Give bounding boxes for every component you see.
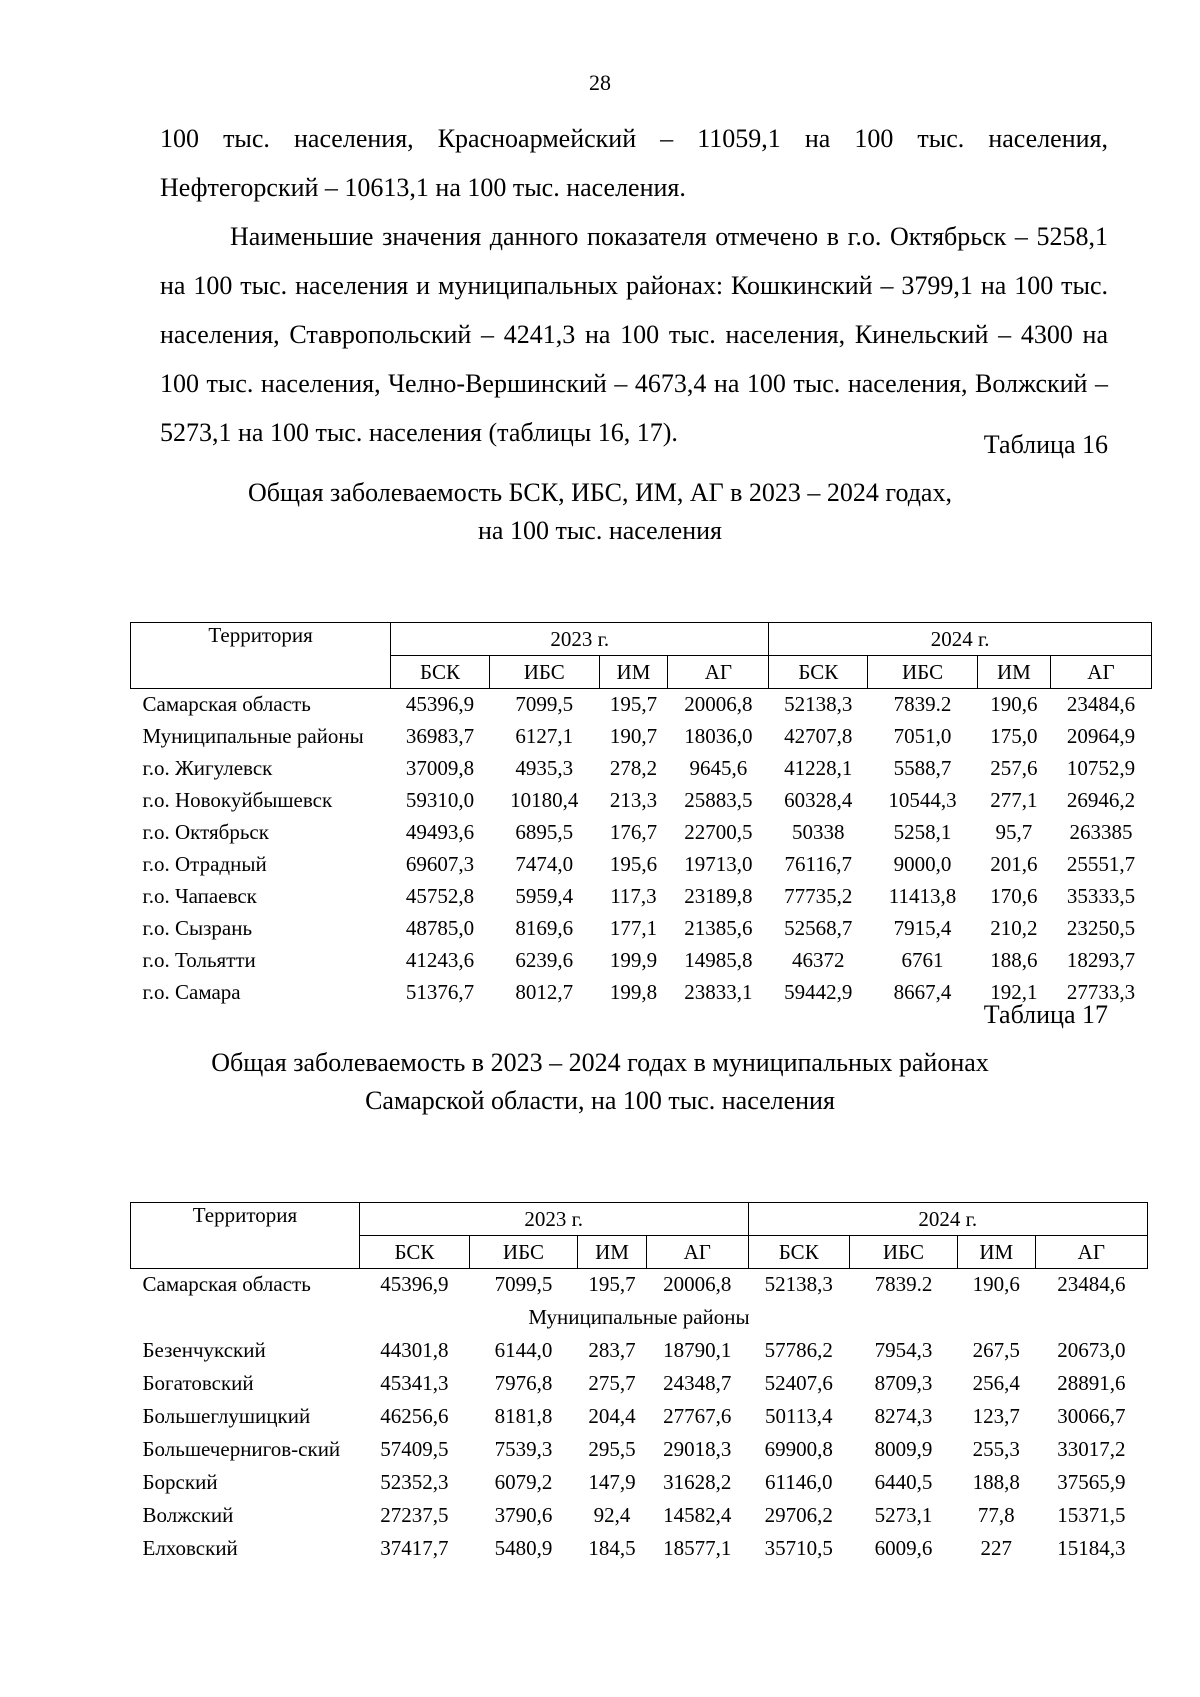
table16-header-year-2023: 2023 г. — [391, 623, 769, 656]
value-cell: 184,5 — [588, 1536, 636, 1560]
value-cell: 19713,0 — [684, 852, 753, 876]
table16-subheader: ИБС — [868, 656, 978, 689]
value-cell: 5273,1 — [874, 1503, 933, 1527]
value-cell: 7915,4 — [893, 916, 952, 940]
value-cell: 5588,7 — [893, 756, 952, 780]
table-row — [131, 1434, 1148, 1467]
value-cell: 210,2 — [990, 916, 1038, 940]
table16-subheader: БСК — [769, 656, 868, 689]
value-cell: 188,6 — [990, 948, 1038, 972]
territory-cell: Большечернигов-ский — [142, 1437, 341, 1461]
value-cell: 69607,3 — [405, 852, 475, 876]
value-cell: 52568,7 — [784, 916, 853, 940]
value-cell: 204,4 — [588, 1404, 636, 1428]
territory-cell: Елховский — [142, 1536, 238, 1560]
value-cell: 51376,7 — [405, 980, 475, 1004]
value-cell: 35333,5 — [1066, 884, 1136, 908]
value-cell: 15371,5 — [1057, 1503, 1126, 1527]
table-row — [131, 753, 1152, 785]
table-row — [131, 785, 1152, 817]
value-cell: 76116,7 — [784, 852, 853, 876]
territory-cell: г.о. Октябрьск — [142, 820, 269, 844]
table17-title — [0, 1044, 1200, 1120]
table17-header-year-2024: 2024 г. — [748, 1203, 1148, 1236]
table16-header-territory: Территория — [131, 623, 391, 689]
value-cell: 77735,2 — [784, 884, 853, 908]
value-cell: 27237,5 — [380, 1503, 449, 1527]
value-cell: 10180,4 — [510, 788, 579, 812]
table-row — [131, 1533, 1148, 1566]
value-cell: 7976,8 — [494, 1371, 553, 1395]
value-cell: 6144,0 — [494, 1338, 553, 1362]
value-cell: 33017,2 — [1057, 1437, 1126, 1461]
value-cell: 6895,5 — [515, 820, 574, 844]
value-cell: 29706,2 — [764, 1503, 833, 1527]
value-cell: 59310,0 — [405, 788, 475, 812]
table17-subheader: БСК — [748, 1236, 849, 1269]
table-row — [131, 689, 1152, 722]
value-cell: 213,3 — [609, 788, 658, 812]
table16-subheader: АГ — [668, 656, 769, 689]
table16-header-year-2024: 2024 г. — [769, 623, 1152, 656]
value-cell: 190,6 — [972, 1272, 1020, 1296]
table17-subheader: ИБС — [469, 1236, 577, 1269]
value-cell: 6127,1 — [515, 724, 574, 748]
value-cell: 28891,6 — [1057, 1371, 1126, 1395]
value-cell: 20006,8 — [684, 692, 753, 716]
value-cell: 37417,7 — [380, 1536, 449, 1560]
table17-title-line2: Самарской области, на 100 тыс. населения — [365, 1086, 835, 1115]
value-cell: 4935,3 — [515, 756, 574, 780]
value-cell: 52138,3 — [764, 1272, 833, 1296]
value-cell: 7954,3 — [874, 1338, 933, 1362]
value-cell: 6079,2 — [494, 1470, 553, 1494]
value-cell: 6440,5 — [874, 1470, 933, 1494]
value-cell: 92,4 — [593, 1503, 631, 1527]
value-cell: 8169,6 — [515, 916, 574, 940]
territory-cell: г.о. Новокуйбышевск — [142, 788, 333, 812]
value-cell: 201,6 — [990, 852, 1038, 876]
value-cell: 20964,9 — [1066, 724, 1136, 748]
table16-subheader: ИБС — [489, 656, 599, 689]
value-cell: 50338 — [792, 820, 845, 844]
value-cell: 20006,8 — [663, 1272, 732, 1296]
table17-header-year-2023: 2023 г. — [359, 1203, 748, 1236]
value-cell: 50113,4 — [764, 1404, 833, 1428]
value-cell: 18036,0 — [684, 724, 753, 748]
value-cell: 9645,6 — [689, 756, 748, 780]
territory-cell: г.о. Тольятти — [142, 948, 256, 972]
table17-label: Таблица 17 — [983, 1000, 1108, 1029]
value-cell: 31628,2 — [663, 1470, 732, 1494]
value-cell: 188,8 — [972, 1470, 1020, 1494]
value-cell: 57409,5 — [380, 1437, 449, 1461]
table17-subheader: ИБС — [849, 1236, 957, 1269]
page-number: 28 — [589, 70, 611, 95]
value-cell: 195,7 — [609, 692, 658, 716]
value-cell: 52352,3 — [380, 1470, 449, 1494]
value-cell: 77,8 — [977, 1503, 1015, 1527]
value-cell: 8667,4 — [893, 980, 952, 1004]
value-cell: 227 — [980, 1536, 1013, 1560]
value-cell: 283,7 — [588, 1338, 636, 1362]
table-row — [131, 1335, 1148, 1368]
text-body — [160, 114, 1108, 457]
territory-cell: Волжский — [142, 1503, 234, 1527]
table-row — [131, 1500, 1148, 1533]
section-row — [131, 1302, 1148, 1335]
value-cell: 192,1 — [990, 980, 1038, 1004]
value-cell: 190,6 — [990, 692, 1038, 716]
value-cell: 199,9 — [609, 948, 658, 972]
value-cell: 24348,7 — [663, 1371, 732, 1395]
territory-cell: г.о. Жигулевск — [142, 756, 273, 780]
territory-cell: Борский — [142, 1470, 218, 1494]
value-cell: 147,9 — [588, 1470, 636, 1494]
territory-cell: г.о. Сызрань — [142, 916, 253, 940]
value-cell: 5258,1 — [893, 820, 952, 844]
value-cell: 275,7 — [588, 1371, 636, 1395]
value-cell: 117,3 — [610, 884, 657, 908]
value-cell: 8009,9 — [874, 1437, 933, 1461]
value-cell: 14985,8 — [684, 948, 753, 972]
value-cell: 42707,8 — [784, 724, 853, 748]
value-cell: 37009,8 — [405, 756, 475, 780]
value-cell: 14582,4 — [663, 1503, 732, 1527]
value-cell: 46256,6 — [380, 1404, 449, 1428]
value-cell: 195,6 — [609, 852, 658, 876]
value-cell: 60328,4 — [784, 788, 853, 812]
paragraph-1: 100 тыс. населения, Красноармейский – 11059,1 на 100 тыс. населения, Нефтегорский – 10613,1 на 100 тыс. населения. — [160, 124, 1108, 202]
value-cell: 257,6 — [990, 756, 1038, 780]
value-cell: 18293,7 — [1066, 948, 1136, 972]
table-row — [131, 945, 1152, 977]
value-cell: 44301,8 — [380, 1338, 449, 1362]
value-cell: 6239,6 — [515, 948, 574, 972]
table17-subheader: ИМ — [577, 1236, 646, 1269]
value-cell: 52407,6 — [764, 1371, 833, 1395]
table17-subheader: ИМ — [957, 1236, 1035, 1269]
value-cell: 7051,0 — [893, 724, 952, 748]
value-cell: 95,7 — [995, 820, 1033, 844]
table-row — [131, 913, 1152, 945]
value-cell: 255,3 — [972, 1437, 1020, 1461]
value-cell: 21385,6 — [684, 916, 753, 940]
value-cell: 6761 — [901, 948, 944, 972]
value-cell: 9000,0 — [893, 852, 952, 876]
territory-cell: Большеглушицкий — [142, 1404, 311, 1428]
table17 — [130, 1202, 1148, 1566]
value-cell: 23833,1 — [684, 980, 753, 1004]
value-cell: 23484,6 — [1057, 1272, 1126, 1296]
table16-title-line2: на 100 тыс. населения — [478, 516, 722, 545]
section-label: Муниципальные районы — [528, 1305, 750, 1329]
value-cell: 25883,5 — [684, 788, 753, 812]
value-cell: 7839.2 — [893, 692, 952, 716]
value-cell: 10544,3 — [888, 788, 957, 812]
table-row — [131, 849, 1152, 881]
value-cell: 5959,4 — [515, 884, 574, 908]
value-cell: 49493,6 — [405, 820, 475, 844]
table-row — [131, 721, 1152, 753]
value-cell: 3790,6 — [494, 1503, 553, 1527]
value-cell: 10752,9 — [1066, 756, 1136, 780]
value-cell: 176,7 — [609, 820, 658, 844]
value-cell: 48785,0 — [405, 916, 475, 940]
value-cell: 23189,8 — [684, 884, 753, 908]
value-cell: 59442,9 — [784, 980, 853, 1004]
value-cell: 41228,1 — [784, 756, 853, 780]
value-cell: 11413,8 — [888, 884, 957, 908]
table-row — [131, 1368, 1148, 1401]
value-cell: 35710,5 — [764, 1536, 833, 1560]
territory-cell: г.о. Чапаевск — [142, 884, 257, 908]
value-cell: 7539,3 — [494, 1437, 553, 1461]
value-cell: 26946,2 — [1066, 788, 1136, 812]
value-cell: 6009,6 — [874, 1536, 933, 1560]
value-cell: 8181,8 — [494, 1404, 553, 1428]
value-cell: 267,5 — [972, 1338, 1020, 1362]
table16-label: Таблица 16 — [983, 430, 1108, 459]
value-cell: 256,4 — [972, 1371, 1020, 1395]
value-cell: 7099,5 — [515, 692, 574, 716]
value-cell: 52138,3 — [784, 692, 853, 716]
territory-cell: Самарская область — [142, 1272, 311, 1296]
value-cell: 263385 — [1069, 820, 1133, 844]
value-cell: 45396,9 — [405, 692, 475, 716]
table-row — [131, 1467, 1148, 1500]
table16-title — [0, 474, 1200, 550]
value-cell: 7099,5 — [494, 1272, 553, 1296]
value-cell: 41243,6 — [405, 948, 475, 972]
value-cell: 190,7 — [609, 724, 658, 748]
value-cell: 8012,7 — [515, 980, 574, 1004]
value-cell: 18790,1 — [663, 1338, 732, 1362]
value-cell: 23250,5 — [1066, 916, 1136, 940]
table16-subheader: ИМ — [599, 656, 668, 689]
value-cell: 45396,9 — [380, 1272, 449, 1296]
territory-cell: Муниципальные районы — [142, 724, 364, 748]
table17-subheader: АГ — [1035, 1236, 1147, 1269]
value-cell: 69900,8 — [764, 1437, 833, 1461]
paragraph-2: Наименьшие значения данного показателя отмечено в г.о. Октябрьск – 5258,1 на 100 тыс. населения и муниципальных районах: Кошкинский – 3799,1 на 100 тыс. населения, Ставропольский – 4241,3 на 100 тыс. населения, Кинельский – 4300 на 100 тыс. населения, Челно-Вершинский – 4673,4 на 100 тыс. населения, Волжский – 5273,1 на 100 тыс. населения (таблицы 16, 17). — [160, 222, 1108, 447]
table-row — [131, 881, 1152, 913]
table17-header-territory: Территория — [131, 1203, 360, 1269]
value-cell: 20673,0 — [1057, 1338, 1126, 1362]
value-cell: 199,8 — [609, 980, 658, 1004]
table-row — [131, 1269, 1148, 1303]
value-cell: 8274,3 — [874, 1404, 933, 1428]
table16 — [130, 622, 1152, 1009]
table-row — [131, 1401, 1148, 1434]
value-cell: 29018,3 — [663, 1437, 732, 1461]
value-cell: 30066,7 — [1057, 1404, 1126, 1428]
table16-subheader: АГ — [1050, 656, 1151, 689]
territory-cell: Безенчукский — [142, 1338, 266, 1362]
value-cell: 278,2 — [609, 756, 658, 780]
value-cell: 22700,5 — [684, 820, 753, 844]
table-row — [131, 817, 1152, 849]
value-cell: 25551,7 — [1066, 852, 1136, 876]
value-cell: 295,5 — [588, 1437, 636, 1461]
value-cell: 23484,6 — [1066, 692, 1136, 716]
value-cell: 175,0 — [990, 724, 1038, 748]
value-cell: 8709,3 — [874, 1371, 933, 1395]
territory-cell: Самарская область — [142, 692, 311, 716]
value-cell: 177,1 — [609, 916, 658, 940]
value-cell: 123,7 — [972, 1404, 1020, 1428]
value-cell: 170,6 — [990, 884, 1038, 908]
table17-subheader: АГ — [647, 1236, 748, 1269]
table16-subheader: БСК — [391, 656, 490, 689]
value-cell: 7474,0 — [515, 852, 574, 876]
value-cell: 18577,1 — [663, 1536, 732, 1560]
value-cell: 7839.2 — [874, 1272, 933, 1296]
value-cell: 36983,7 — [405, 724, 475, 748]
table16-subheader: ИМ — [977, 656, 1050, 689]
territory-cell: г.о. Отрадный — [142, 852, 267, 876]
table17-title-line1: Общая заболеваемость в 2023 – 2024 годах в муниципальных районах — [211, 1048, 989, 1077]
value-cell: 277,1 — [990, 788, 1038, 812]
territory-cell: г.о. Самара — [142, 980, 241, 1004]
value-cell: 27767,6 — [663, 1404, 732, 1428]
value-cell: 45341,3 — [380, 1371, 449, 1395]
value-cell: 15184,3 — [1057, 1536, 1126, 1560]
territory-cell: Богатовский — [142, 1371, 254, 1395]
value-cell: 27733,3 — [1066, 980, 1136, 1004]
table16-title-line1: Общая заболеваемость БСК, ИБС, ИМ, АГ в 2023 – 2024 годах, — [248, 478, 952, 507]
value-cell: 37565,9 — [1057, 1470, 1126, 1494]
value-cell: 5480,9 — [494, 1536, 553, 1560]
value-cell: 45752,8 — [405, 884, 475, 908]
value-cell: 195,7 — [588, 1272, 636, 1296]
value-cell: 57786,2 — [764, 1338, 833, 1362]
table17-subheader: БСК — [359, 1236, 469, 1269]
value-cell: 46372 — [792, 948, 845, 972]
value-cell: 61146,0 — [764, 1470, 833, 1494]
